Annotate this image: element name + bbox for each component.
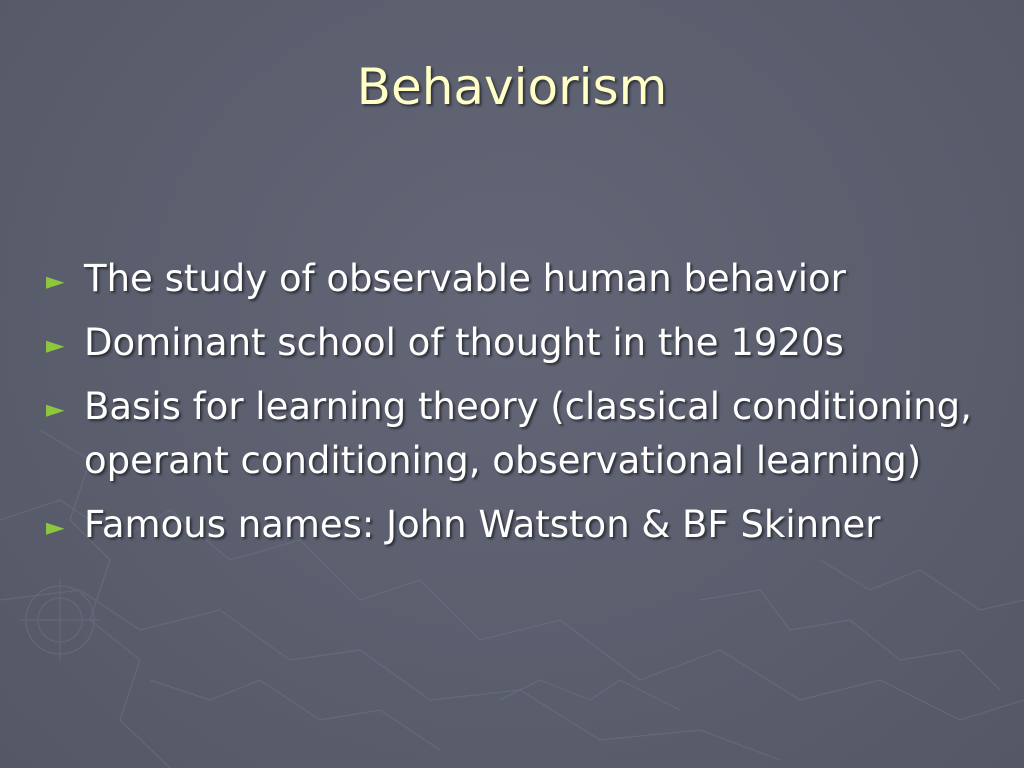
bullet-arrow-icon: ► — [46, 395, 65, 423]
bullet-item — [46, 252, 986, 306]
bullet-text: Famous names: John Watston & BF Skinner — [84, 503, 881, 546]
bullet-text: The study of observable human behavior — [84, 257, 846, 300]
bullet-text: Dominant school of thought in the 1920s — [84, 321, 844, 364]
bullet-item — [46, 380, 986, 488]
bullet-arrow-icon: ► — [46, 513, 65, 541]
bullet-item — [46, 316, 986, 370]
slide-title: Behaviorism — [356, 58, 668, 116]
bullet-text: Basis for learning theory (classical conditioning, operant conditioning, observational learning) — [84, 385, 972, 482]
bullet-list — [46, 252, 986, 562]
bullet-arrow-icon: ► — [46, 331, 65, 359]
bullet-arrow-icon: ► — [46, 267, 65, 295]
bullet-item — [46, 498, 986, 552]
